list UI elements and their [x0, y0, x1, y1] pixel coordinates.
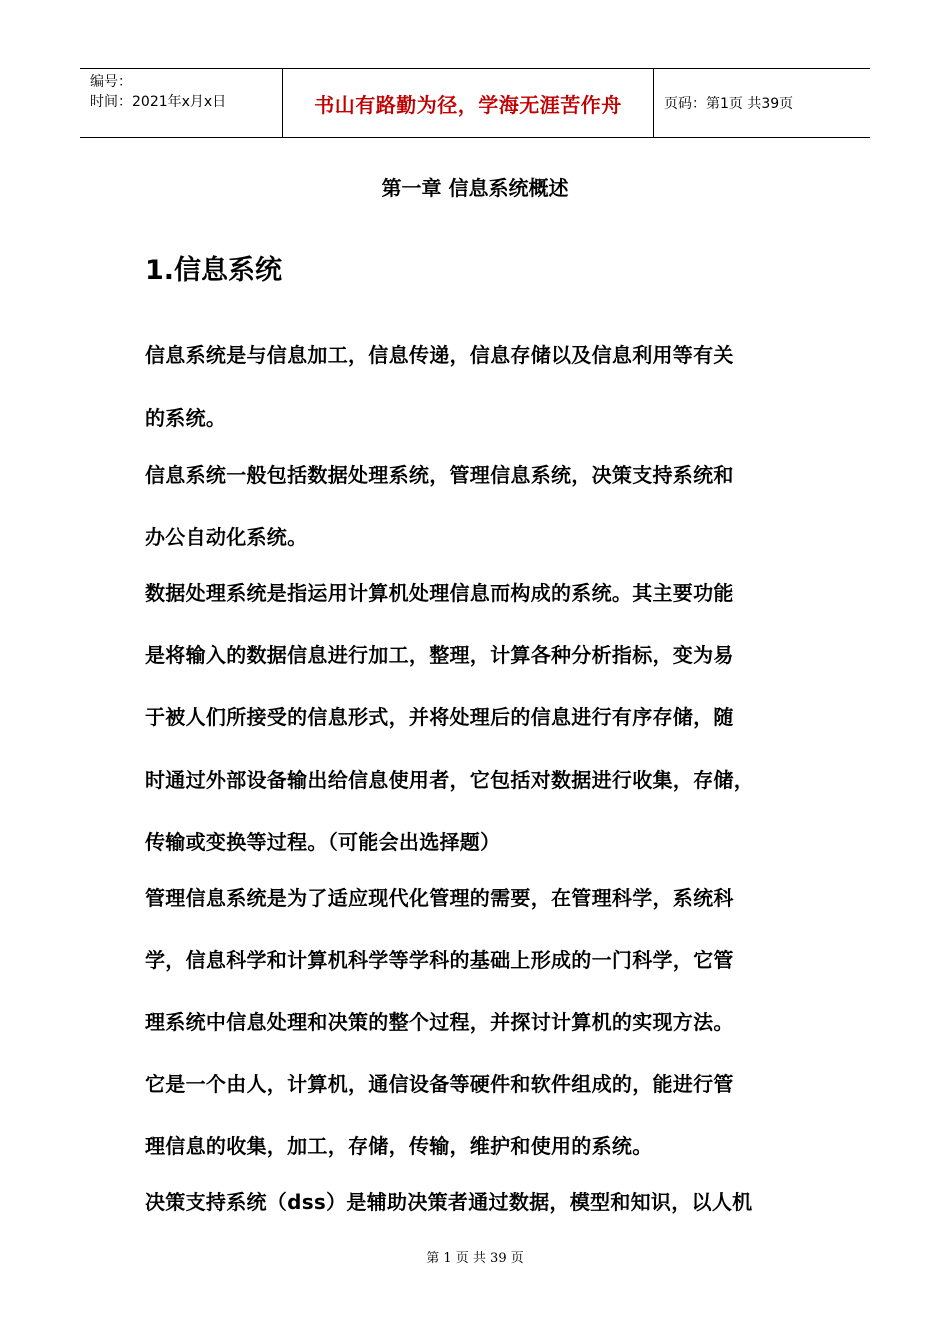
header-motto: 书山有路勤为径，学海无涯苦作舟 [282, 69, 654, 137]
body-line: 办公自动化系统。 [145, 525, 308, 549]
body-line: 是将输入的数据信息进行加工，整理，计算各种分析指标，变为易 [145, 643, 734, 667]
body-line: 它是一个由人，计算机，通信设备等硬件和软件组成的，能进行管 [145, 1072, 734, 1096]
body-line: 时通过外部设备输出给信息使用者，它包括对数据进行收集，存储， [145, 768, 754, 792]
section-title: 1.信息系统 [145, 255, 283, 286]
chapter-title: 第一章 信息系统概述 [381, 176, 569, 200]
body-line: 于被人们所接受的信息形式，并将处理后的信息进行有序存储，随 [145, 705, 734, 729]
time-label: 时间：2021年x月x日 [90, 94, 227, 110]
page-header [80, 68, 870, 138]
header-left-cell [80, 69, 282, 137]
body-line: 信息系统一般包括数据处理系统，管理信息系统，决策支持系统和 [145, 463, 734, 487]
body-line: 理系统中信息处理和决策的整个过程，并探讨计算机的实现方法。 [145, 1010, 734, 1034]
header-page-info: 页码：第1页 共39页 [664, 96, 794, 112]
page-footer: 第 1 页 共 39 页 [426, 1251, 524, 1266]
body-line: 理信息的收集，加工，存储，传输，维护和使用的系统。 [145, 1134, 653, 1158]
body-line: 决策支持系统（dss）是辅助决策者通过数据，模型和知识，以人机 [145, 1190, 753, 1214]
body-line: 学，信息科学和计算机科学等学科的基础上形成的一门科学，它管 [145, 948, 734, 972]
body-line: 信息系统是与信息加工，信息传递，信息存储以及信息利用等有关 [145, 343, 734, 367]
body-line: 数据处理系统是指运用计算机处理信息而构成的系统。其主要功能 [145, 581, 734, 605]
body-line: 的系统。 [145, 406, 227, 430]
body-line: 管理信息系统是为了适应现代化管理的需要，在管理科学，系统科 [145, 886, 734, 910]
body-line: 传输或变换等过程。（可能会出选择题） [145, 830, 501, 854]
number-label: 编号： [90, 74, 132, 90]
